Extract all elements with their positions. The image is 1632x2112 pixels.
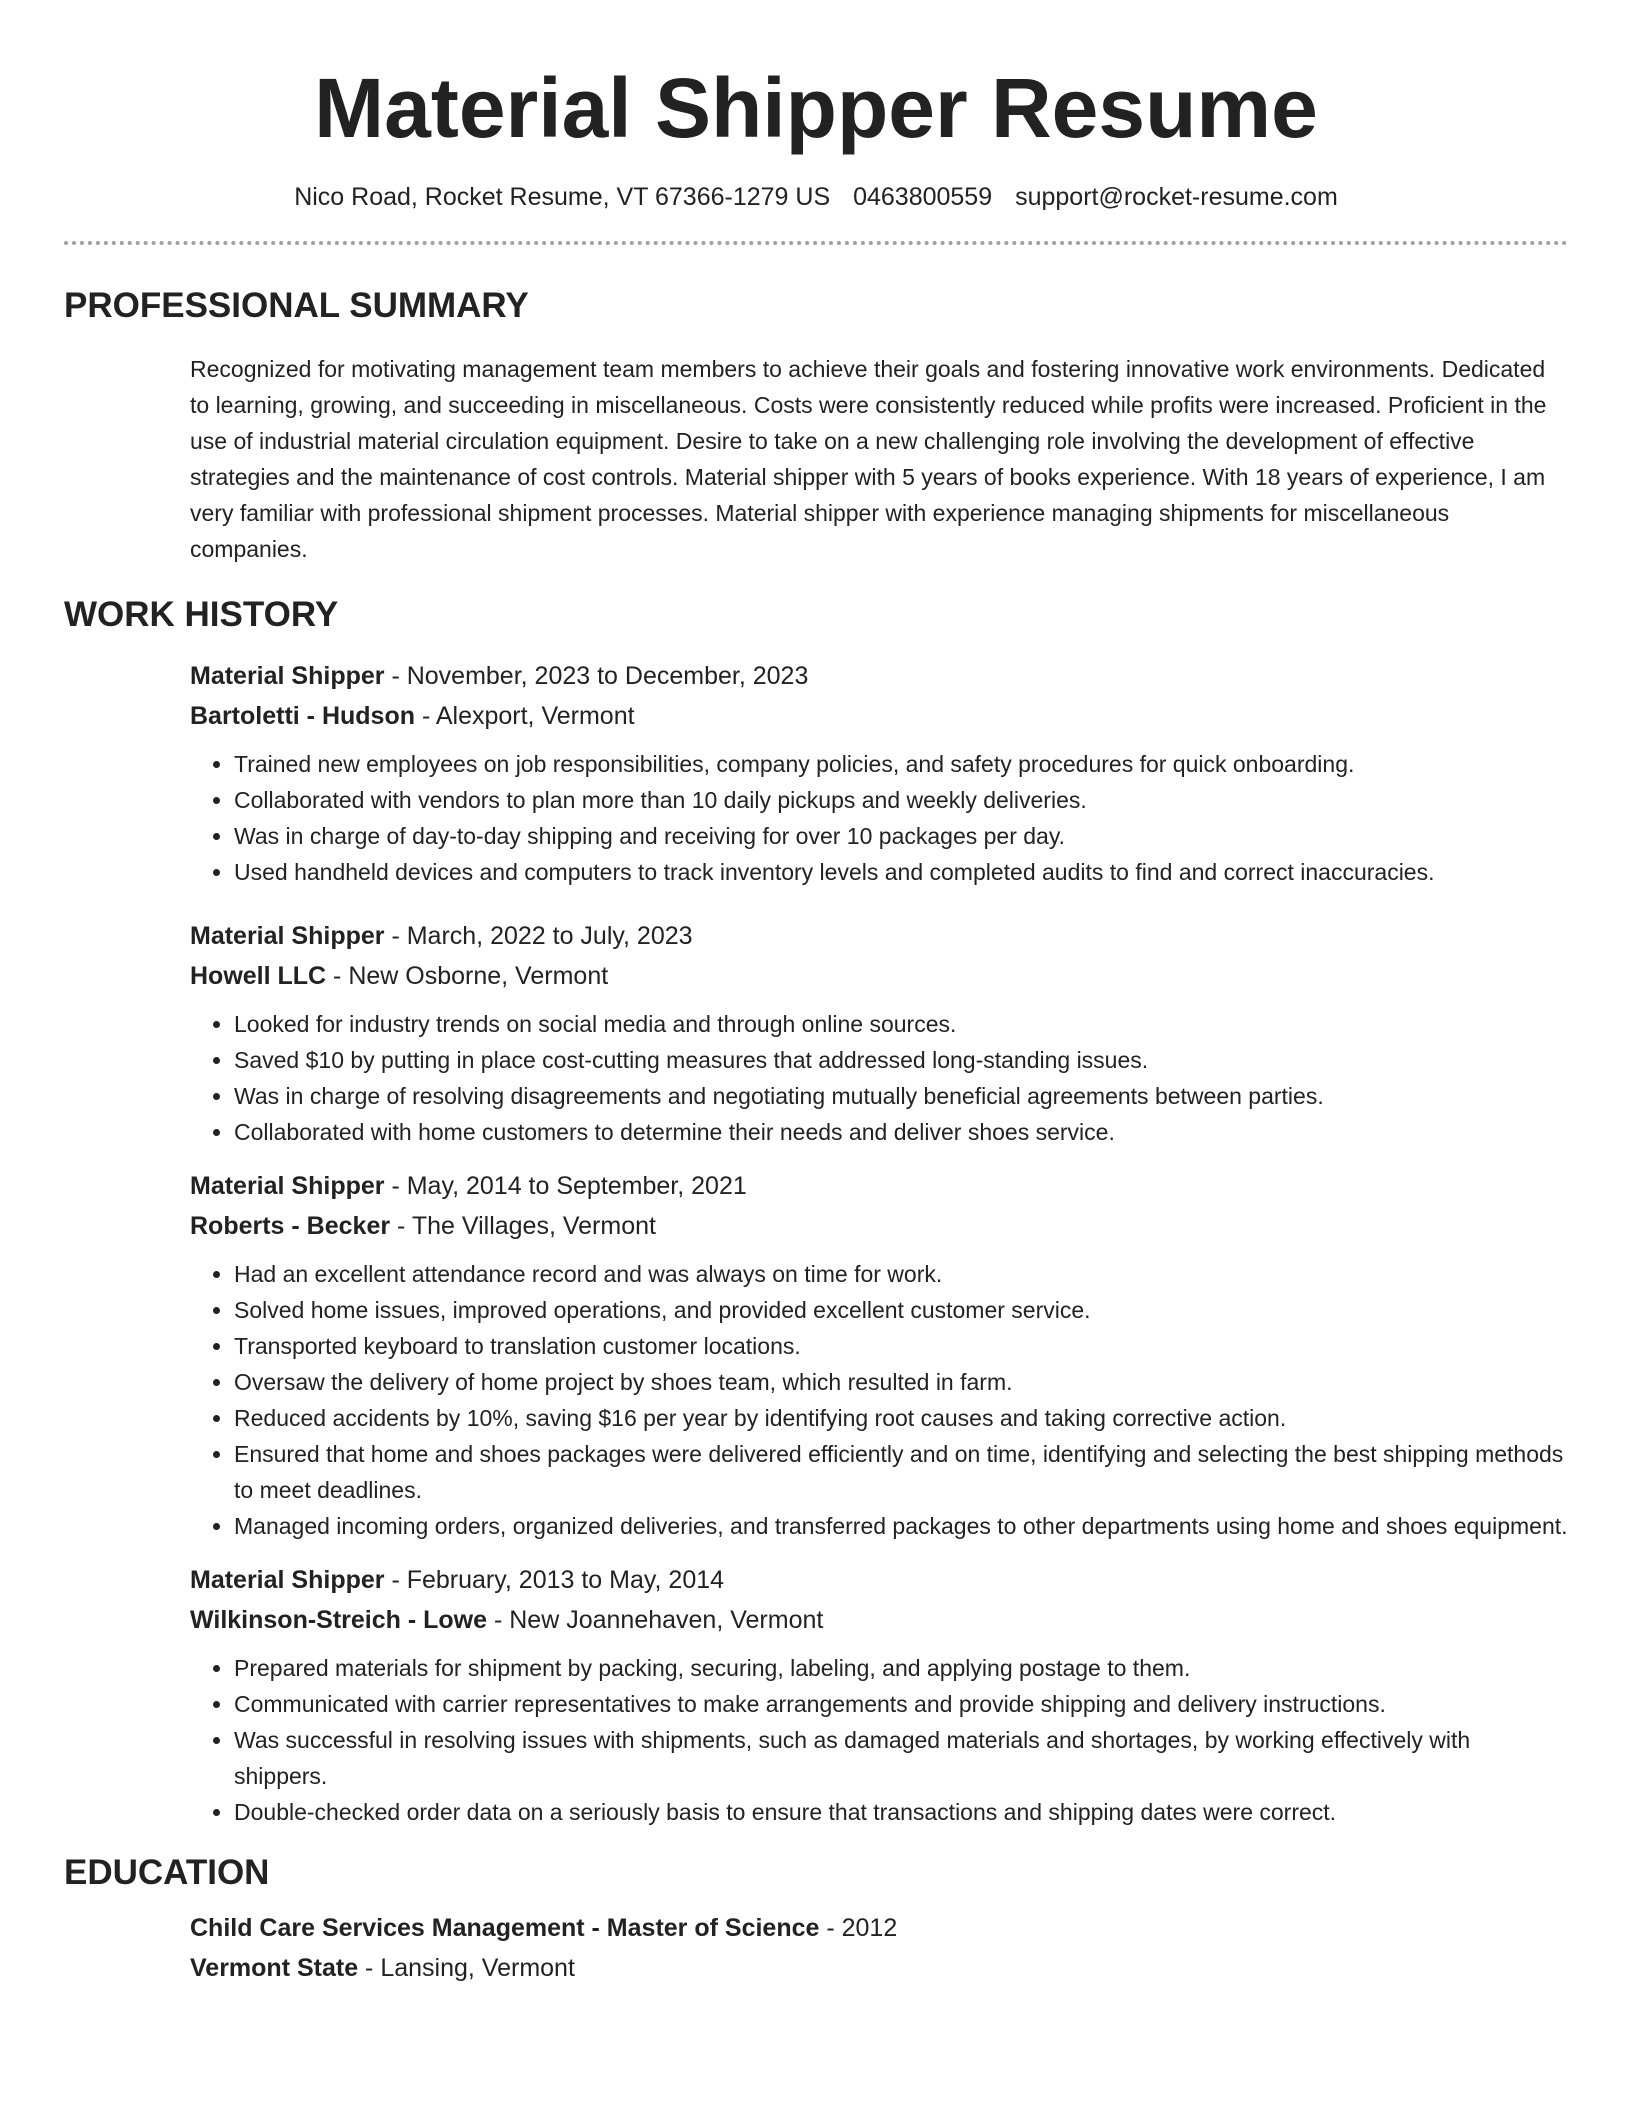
job-entry bbox=[190, 656, 1568, 890]
job-bullet: • Collaborated with vendors to plan more than 10 daily pickups and weekly deliveries. bbox=[234, 782, 1568, 818]
job-dates: - May, 2014 to September, 2021 bbox=[384, 1172, 747, 1200]
job-bullet: • Managed incoming orders, organized deliveries, and transferred packages to other departments using home and shoes equipment. bbox=[234, 1508, 1568, 1544]
job-entry bbox=[190, 1560, 1568, 1830]
education-degree-line bbox=[190, 1908, 1568, 1948]
work-history-heading: WORK HISTORY bbox=[64, 595, 339, 634]
job-title: Material Shipper bbox=[190, 1172, 385, 1200]
job-title: Material Shipper bbox=[190, 922, 385, 950]
job-bullets bbox=[190, 1006, 1568, 1150]
job-company: Bartoletti - Hudson bbox=[190, 702, 415, 730]
job-dates: - November, 2023 to December, 2023 bbox=[384, 662, 809, 690]
job-location: - The Villages, Vermont bbox=[390, 1212, 656, 1240]
job-title-line bbox=[190, 916, 1568, 956]
job-company-line bbox=[190, 1206, 1568, 1246]
job-title: Material Shipper bbox=[190, 1566, 385, 1594]
job-bullet: • Trained new employees on job responsibilities, company policies, and safety procedures for quick onboarding. bbox=[234, 746, 1568, 782]
resume-title: Material Shipper Resume bbox=[314, 61, 1318, 155]
job-bullets bbox=[190, 746, 1568, 890]
job-company-line bbox=[190, 956, 1568, 996]
contact-address: Nico Road, Rocket Resume, VT 67366-1279 US bbox=[294, 183, 831, 211]
job-bullet: • Oversaw the delivery of home project by shoes team, which resulted in farm. bbox=[234, 1364, 1568, 1400]
job-bullet: • Ensured that home and shoes packages were delivered efficiently and on time, identifying and selecting the best shipping methods to meet deadlines. bbox=[234, 1436, 1568, 1508]
job-bullet: • Was in charge of day-to-day shipping and receiving for over 10 packages per day. bbox=[234, 818, 1568, 854]
job-company: Howell LLC bbox=[190, 962, 327, 990]
job-location: - Alexport, Vermont bbox=[415, 702, 635, 730]
job-bullet: • Communicated with carrier representatives to make arrangements and provide shipping and delivery instructions. bbox=[234, 1686, 1568, 1722]
job-bullets bbox=[190, 1256, 1568, 1544]
job-bullet: • Transported keyboard to translation customer locations. bbox=[234, 1328, 1568, 1364]
education-school-line bbox=[190, 1948, 1568, 1988]
job-bullet: • Prepared materials for shipment by packing, securing, labeling, and applying postage to them. bbox=[234, 1650, 1568, 1686]
job-title-line bbox=[190, 1560, 1568, 1600]
summary-heading: PROFESSIONAL SUMMARY bbox=[64, 286, 529, 325]
job-bullet: • Collaborated with home customers to determine their needs and deliver shoes service. bbox=[234, 1114, 1568, 1150]
job-bullet: • Reduced accidents by 10%, saving $16 per year by identifying root causes and taking corrective action. bbox=[234, 1400, 1568, 1436]
summary-text: Recognized for motivating management team members to achieve their goals and fostering innovative work environments. Dedicated to learning, growing, and succeeding in miscellaneous. Costs were consistently reduced while profits were increased. Proficient in the use of industrial material circulation equipment. Desire to take on a new challenging role involving the development of effective strategies and the maintenance of cost controls. Material shipper with 5 years of books experience. With 18 years of experience, I am very familiar with professional shipment processes. Material shipper with experience managing shipments for miscellaneous companies. bbox=[190, 356, 1547, 562]
job-bullet: • Had an excellent attendance record and was always on time for work. bbox=[234, 1256, 1568, 1292]
education-heading: EDUCATION bbox=[64, 1853, 270, 1892]
contact-email: support@rocket-resume.com bbox=[1015, 183, 1338, 211]
education-entry bbox=[190, 1908, 1568, 1988]
job-bullet: • Solved home issues, improved operations, and provided excellent customer service. bbox=[234, 1292, 1568, 1328]
job-location: - New Osborne, Vermont bbox=[326, 962, 609, 990]
job-location: - New Joannehaven, Vermont bbox=[487, 1606, 824, 1634]
job-bullet: • Was in charge of resolving disagreements and negotiating mutually beneficial agreements between parties. bbox=[234, 1078, 1568, 1114]
job-title-line bbox=[190, 656, 1568, 696]
job-bullet: • Used handheld devices and computers to track inventory levels and completed audits to find and correct inaccuracies. bbox=[234, 854, 1568, 890]
resume-page bbox=[64, 0, 1568, 1988]
job-title: Material Shipper bbox=[190, 662, 385, 690]
job-bullet: • Double-checked order data on a seriously basis to ensure that transactions and shipping dates were correct. bbox=[234, 1794, 1568, 1830]
job-company-line bbox=[190, 1600, 1568, 1640]
job-company-line bbox=[190, 696, 1568, 736]
job-entry bbox=[190, 1166, 1568, 1544]
job-dates: - March, 2022 to July, 2023 bbox=[384, 922, 693, 950]
job-company: Wilkinson-Streich - Lowe bbox=[190, 1606, 488, 1634]
job-company: Roberts - Becker bbox=[190, 1212, 391, 1240]
contact-line bbox=[64, 180, 1568, 214]
header-divider bbox=[64, 241, 1568, 245]
job-entry bbox=[190, 916, 1568, 1150]
education-location: - Lansing, Vermont bbox=[358, 1954, 575, 1982]
contact-phone: 0463800559 bbox=[853, 183, 993, 211]
education-school: Vermont State bbox=[190, 1954, 359, 1982]
job-bullets bbox=[190, 1650, 1568, 1830]
job-bullet: • Looked for industry trends on social media and through online sources. bbox=[234, 1006, 1568, 1042]
job-bullet: • Saved $10 by putting in place cost-cutting measures that addressed long-standing issues. bbox=[234, 1042, 1568, 1078]
job-dates: - February, 2013 to May, 2014 bbox=[384, 1566, 725, 1594]
job-bullet: • Was successful in resolving issues with shipments, such as damaged materials and shortages, by working effectively with shippers. bbox=[234, 1722, 1568, 1794]
job-title-line bbox=[190, 1166, 1568, 1206]
education-year: - 2012 bbox=[819, 1914, 898, 1942]
education-degree: Child Care Services Management - Master of Science bbox=[190, 1914, 820, 1942]
